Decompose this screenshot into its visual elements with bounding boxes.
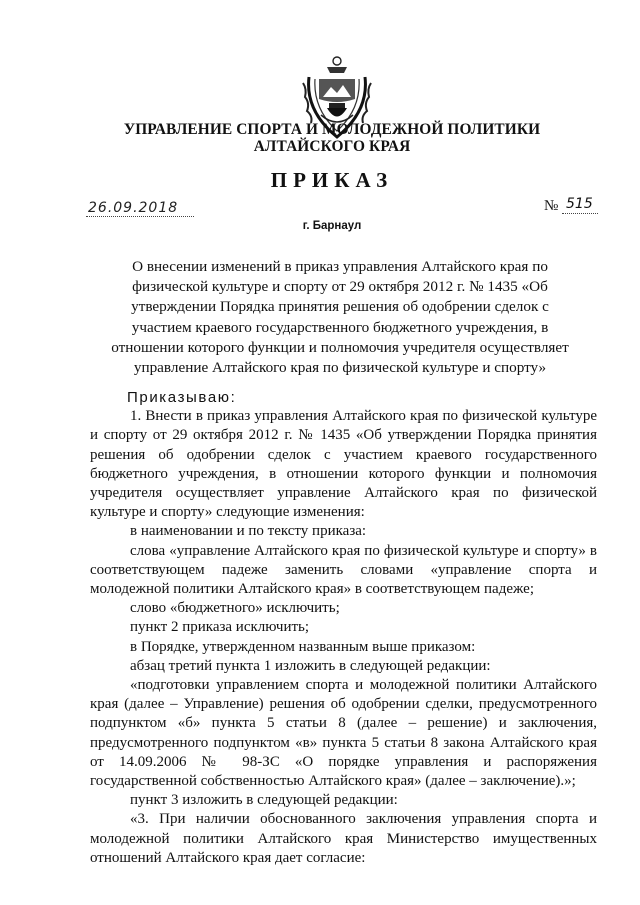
document-number: 515 (566, 196, 593, 212)
document-date: 26.09.2018 (88, 200, 179, 216)
city-label: г. Барнаул (302, 220, 362, 232)
paragraph-10: «3. При наличии обоснованного заключения управления спорта и молодежной политики Алтайского края Министерство имущественных отношений Алтайского края дает согласие: (90, 811, 597, 866)
number-label: № (544, 198, 559, 214)
paragraph-3: слова «управление Алтайского края по физической культуре и спорту» в соответствующем падеже заменить словами «управление спорта и молодежной политики Алтайского края» в соответствующем падеже; (90, 542, 597, 598)
paragraph-8: «подготовки управлением спорта и молодежной политики Алтайского края (далее – Управление) решения об одобрении сделки, предусмотренного подпунктом «б» пункта 5 статьи 8 (далее – решение) и заключения, предусмотренного подпунктом «в» пункта 5 статьи 8 закона Алтайского края от 14.09.2006 № 98-ЗС «О порядке управления и распоряжения государственной собственностью Алтайского края» (далее – заключение).»; (90, 677, 597, 790)
paragraph-9: пункт 3 изложить в следующей редакции: (130, 792, 398, 809)
paragraph-2: в наименовании и по тексту приказа: (130, 523, 367, 540)
number-underline (562, 213, 598, 214)
organization-name-line2: АЛТАЙСКОГО КРАЯ (253, 138, 411, 155)
paragraph-4: слово «бюджетного» исключить; (130, 600, 340, 617)
order-intro: Приказываю: (127, 389, 237, 406)
paragraph-1: 1. Внести в приказ управления Алтайского края по физической культуре и спорту от 29 октября 2012 г. № 1435 «Об утверждении Порядка принятия решения об одобрении сделок с участием краевого государственного бюджетного учреждения, в отношении которого функции и полномочия учредителя осуществляет управление Алтайского края по физической культуре и спорту» следующие изменения: (90, 408, 597, 521)
paragraph-7: абзац третий пункта 1 изложить в следующей редакции: (130, 657, 491, 674)
paragraph-5: пункт 2 приказа исключить; (130, 619, 310, 636)
date-underline (86, 216, 194, 217)
organization-name-line1: УПРАВЛЕНИЕ СПОРТА И МОЛОДЕЖНОЙ ПОЛИТИКИ (123, 121, 541, 138)
document-subject: О внесении изменений в приказ управления Алтайского края по физической культуре и спорту от 29 октября 2012 г. № 1435 «Об утверждении Порядка принятия решения об одобрении сделок с участием краевого государственного бюджетного учреждения, в отношении которого функции и полномочия учредителя осуществляет управление Алтайского края по физической культуре и спорту» (111, 258, 569, 377)
document-body (90, 388, 597, 868)
document-type-title: ПРИКАЗ (270, 168, 394, 192)
paragraph-6: в Порядке, утвержденном названным выше приказом: (130, 638, 476, 655)
